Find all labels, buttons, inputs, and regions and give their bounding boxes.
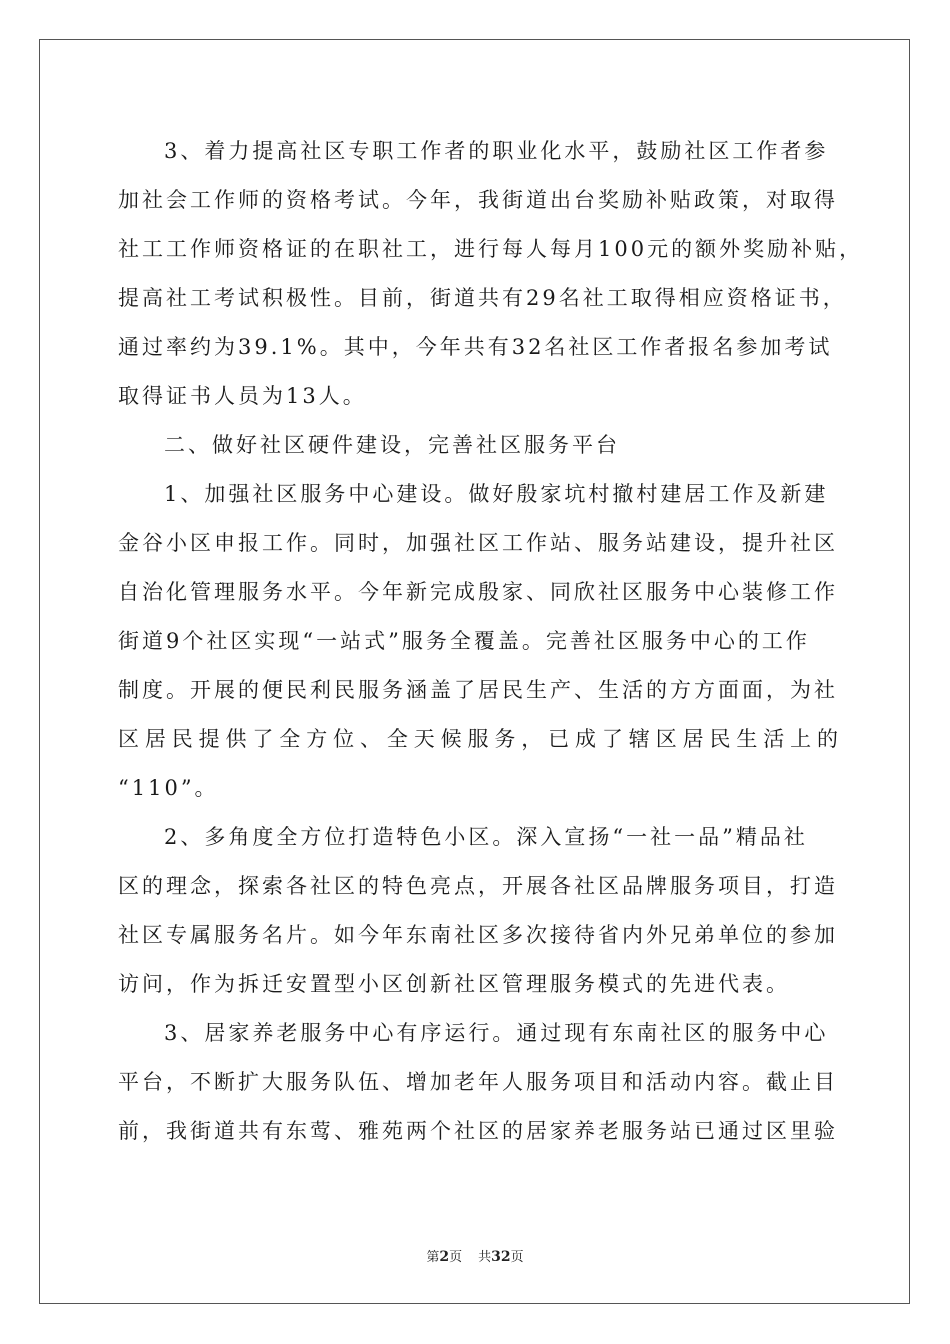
- paragraph-line: 通过率约为39.1%。其中，今年共有32名社区工作者报名参加考试: [118, 335, 833, 359]
- page-number: 2: [439, 1249, 450, 1265]
- paragraph-line: 提高社工考试积极性。目前，街道共有29名社工取得相应资格证书，: [118, 286, 847, 310]
- paragraph-line: 金谷小区申报工作。同时，加强社区工作站、服务站建设，提升社区: [118, 531, 838, 555]
- paragraph-line: 访问，作为拆迁安置型小区创新社区管理服务模式的先进代表。: [118, 972, 790, 996]
- paragraph-line: 加社会工作师的资格考试。今年，我街道出台奖励补贴政策，对取得: [118, 188, 838, 212]
- paragraph-line: 自治化管理服务水平。今年新完成殷家、同欣社区服务中心装修工作: [118, 580, 838, 604]
- paragraph-line: 3、居家养老服务中心有序运行。通过现有东南社区的服务中心: [164, 1021, 829, 1045]
- paragraph-line: 2、多角度全方位打造特色小区。深入宣扬“一社一品”精品社: [164, 825, 808, 849]
- page-prefix: 第: [426, 1250, 440, 1265]
- paragraph-line: 前，我街道共有东莺、雅苑两个社区的居家养老服务站已通过区里验: [118, 1119, 838, 1143]
- paragraph-line: 区居民提供了全方位、全天候服务，已成了辖区居民生活上的: [118, 727, 838, 751]
- paragraph-line: 取得证书人员为13人。: [118, 384, 367, 408]
- total-prefix: 共: [478, 1250, 492, 1265]
- paragraph-line: 平台，不断扩大服务队伍、增加老年人服务项目和活动内容。截止目: [118, 1070, 838, 1094]
- paragraph-line: 社工工作师资格证的在职社工，进行每人每月100元的额外奖励补贴，: [118, 237, 864, 261]
- paragraph-line: 3、着力提高社区专职工作者的职业化水平，鼓励社区工作者参: [164, 139, 829, 163]
- paragraph-line: 区的理念，探索各社区的特色亮点，开展各社区品牌服务项目，打造: [118, 874, 838, 898]
- page-footer: [0, 1246, 950, 1265]
- document-body: [118, 127, 864, 1156]
- paragraph-line: 社区专属服务名片。如今年东南社区多次接待省内外兄弟单位的参加: [118, 923, 838, 947]
- page-suffix: 页: [449, 1250, 463, 1265]
- paragraph-line: 制度。开展的便民利民服务涵盖了居民生产、生活的方方面面，为社: [118, 678, 838, 702]
- section-heading: 二、做好社区硬件建设，完善社区服务平台: [164, 433, 620, 457]
- paragraph-line: 1、加强社区服务中心建设。做好殷家坑村撤村建居工作及新建: [164, 482, 829, 506]
- total-pages: 32: [491, 1249, 511, 1265]
- total-suffix: 页: [510, 1250, 524, 1265]
- paragraph-line: “110”。: [118, 776, 219, 800]
- paragraph-line: 街道9个社区实现“一站式”服务全覆盖。完善社区服务中心的工作: [118, 629, 810, 653]
